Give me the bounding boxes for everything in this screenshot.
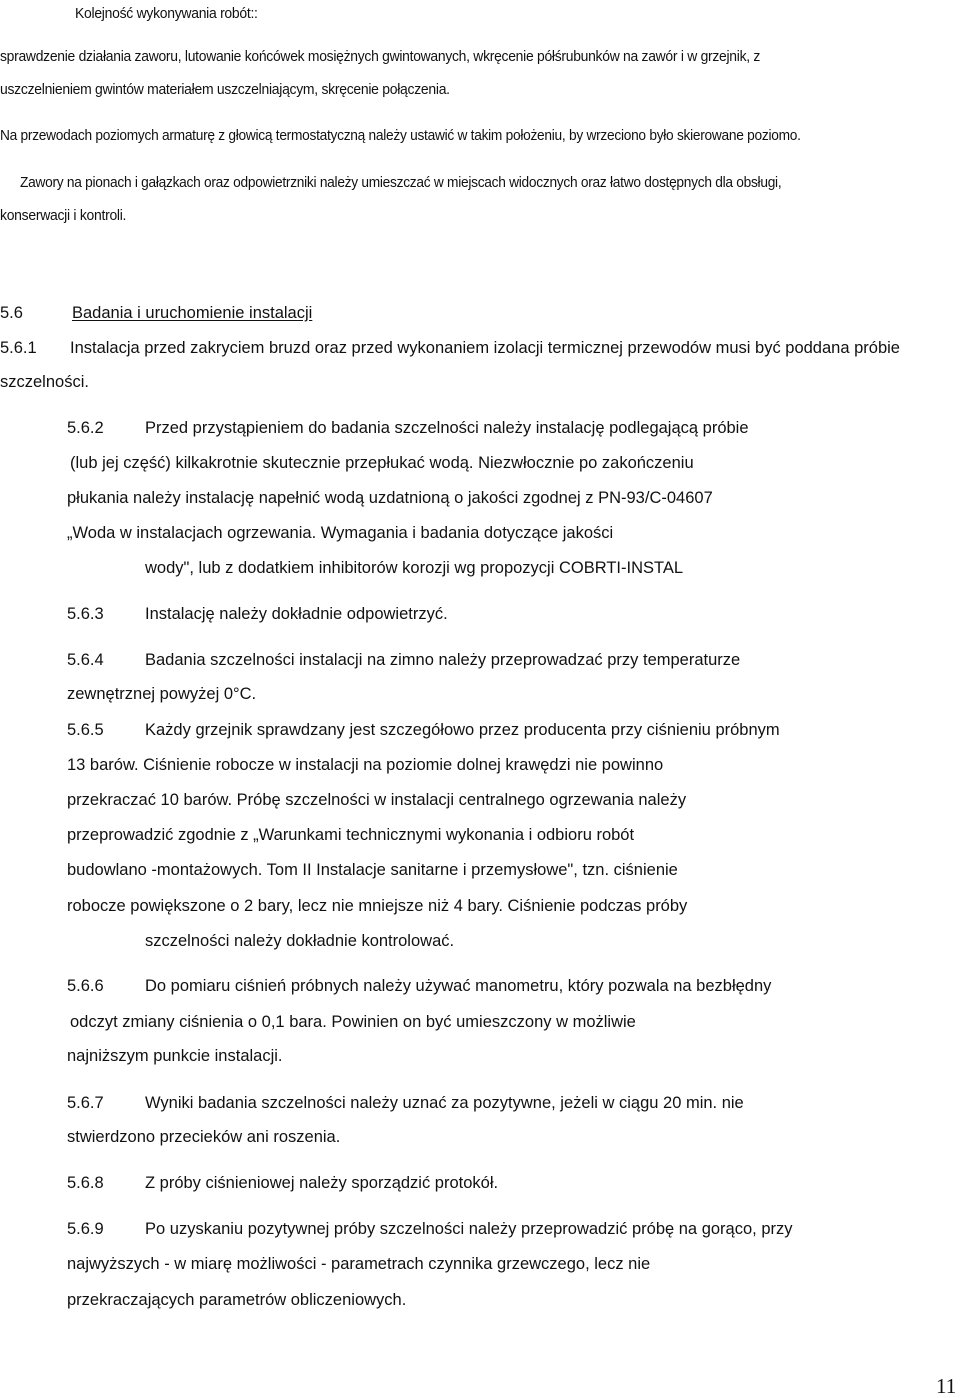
item-text-line: Przed przystąpieniem do badania szczelności należy instalację podlegającą próbie <box>145 419 749 437</box>
item-text-line: Instalacja przed zakryciem bruzd oraz przed wykonaniem izolacji termicznej przewodów musi być poddana próbie <box>70 339 900 357</box>
item-text-line: Do pomiaru ciśnień próbnych należy używać manometru, który pozwala na bezbłędny <box>145 977 772 995</box>
intro-heading: Kolejność wykonywania robót:: <box>75 5 258 22</box>
section-number: 5.6 <box>0 304 23 322</box>
item-text-line: wody", lub z dodatkiem inhibitorów korozji wg propozycji COBRTI-INSTAL <box>145 559 684 577</box>
item-text-line: robocze powiększone o 2 bary, lecz nie mniejsze niż 4 bary. Ciśnienie podczas próby <box>67 897 688 915</box>
item-text-line: zewnętrznej powyżej 0°C. <box>67 685 257 703</box>
item-text-line: Wyniki badania szczelności należy uznać za pozytywne, jeżeli w ciągu 20 min. nie <box>145 1094 744 1112</box>
item-text-line: 13 barów. Ciśnienie robocze w instalacji na poziomie dolnej krawędzi nie powinno <box>67 756 664 774</box>
item-text-line: przekraczać 10 barów. Próbę szczelności w instalacji centralnego ogrzewania należy <box>67 791 687 809</box>
page-number: 11 <box>936 1374 957 1398</box>
item-number: 5.6.6 <box>67 977 104 995</box>
intro-paragraph-2: Na przewodach poziomych armaturę z głowicą termostatyczną należy ustawić w takim położeniu, by wrzeciono było skierowane poziomo. <box>0 127 801 144</box>
intro-paragraph-1-line-1: sprawdzenie działania zaworu, lutowanie końcówek mosiężnych gwintowanych, wkręcenie półśrubunków na zawór i w grzejnik, z <box>0 48 761 65</box>
item-number: 5.6.9 <box>67 1220 104 1238</box>
item-text-line: przeprowadzić zgodnie z „Warunkami technicznymi wykonania i odbioru robót <box>67 826 635 844</box>
item-number: 5.6.5 <box>67 721 104 739</box>
item-text-line: „Woda w instalacjach ogrzewania. Wymagania i badania dotyczące jakości <box>67 524 614 542</box>
item-text-line: Z próby ciśnieniowej należy sporządzić protokół. <box>145 1174 499 1192</box>
item-number: 5.6.7 <box>67 1094 104 1112</box>
item-text-line: budowlano -montażowych. Tom II Instalacje sanitarne i przemysłowe", tzn. ciśnienie <box>67 861 678 879</box>
item-number: 5.6.3 <box>67 605 104 623</box>
item-number: 5.6.2 <box>67 419 104 437</box>
item-text-line: Instalację należy dokładnie odpowietrzyć. <box>145 605 448 623</box>
item-text-line: przekraczających parametrów obliczeniowych. <box>67 1291 407 1309</box>
item-text-line: Po uzyskaniu pozytywnej próby szczelności należy przeprowadzić próbę na gorąco, przy <box>145 1220 793 1238</box>
item-text-line: stwierdzono przecieków ani roszenia. <box>67 1128 341 1146</box>
intro-paragraph-3-line-1: Zawory na pionach i gałązkach oraz odpowietrzniki należy umieszczać w miejscach widocznych oraz łatwo dostępnych dla obsługi, <box>20 174 782 191</box>
item-text-line: (lub jej część) kilkakrotnie skutecznie przepłukać wodą. Niezwłocznie po zakończeniu <box>70 454 694 472</box>
intro-paragraph-3-line-2: konserwacji i kontroli. <box>0 207 127 224</box>
item-text-line: szczelności. <box>0 373 89 391</box>
item-text-line: odczyt zmiany ciśnienia o 0,1 bara. Powinien on być umieszczony w możliwie <box>70 1013 636 1031</box>
item-number: 5.6.8 <box>67 1174 104 1192</box>
intro-paragraph-1-line-2: uszczelnieniem gwintów materiałem uszczelniającym, skręcenie połączenia. <box>0 81 450 98</box>
section-title: Badania i uruchomienie instalacji <box>72 304 313 322</box>
item-text-line: płukania należy instalację napełnić wodą uzdatnioną o jakości zgodnej z PN-93/C-04607 <box>67 489 713 507</box>
item-text-line: Każdy grzejnik sprawdzany jest szczegółowo przez producenta przy ciśnieniu próbnym <box>145 721 780 739</box>
item-text-line: najniższym punkcie instalacji. <box>67 1047 283 1065</box>
item-number: 5.6.1 <box>0 339 37 357</box>
item-text-line: szczelności należy dokładnie kontrolować. <box>145 932 455 950</box>
item-number: 5.6.4 <box>67 651 104 669</box>
item-text-line: najwyższych - w miarę możliwości - parametrach czynnika grzewczego, lecz nie <box>67 1255 651 1273</box>
item-text-line: Badania szczelności instalacji na zimno należy przeprowadzać przy temperaturze <box>145 651 741 669</box>
